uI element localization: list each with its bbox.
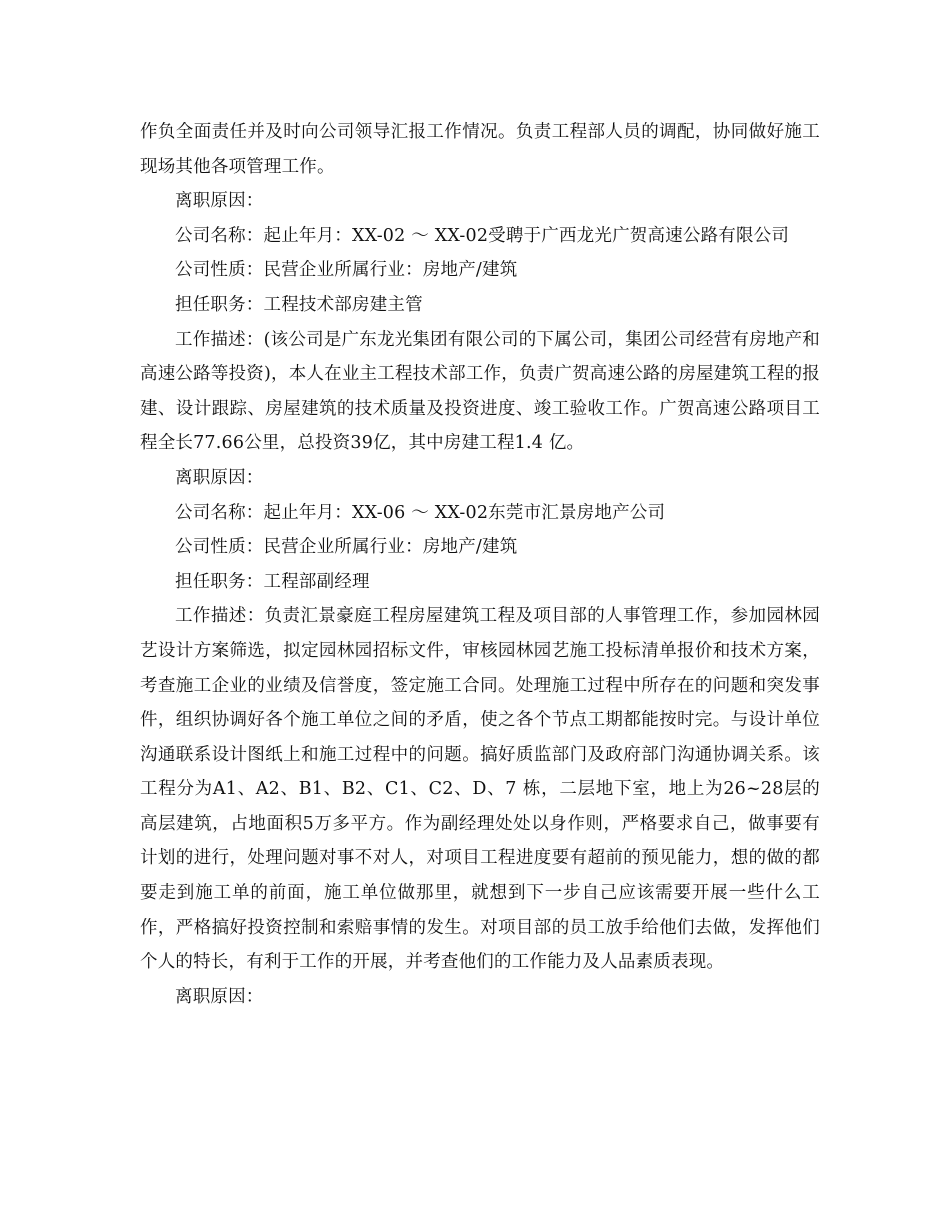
paragraph-company-nature-2: 公司性质：民营企业所属行业：房地产/建筑 bbox=[175, 537, 518, 558]
paragraph-job-description-2: 工作描述：负责汇景豪庭工程房屋建筑工程及项目部的人事管理工作，参加园林园艺设计方案筛选，拟定园林园招标文件，审核园林园艺施工投标清单报价和技术方案，考查施工企业的业绩及信誉度，签定施工合同。处理施工过程中所存在的问题和突发事件，组织协调好各个施工单位之间的矛盾，使之各个节点工期都能按时完。与设计单位沟通联系设计图纸上和施工过程中的问题。搞好质监部门及政府部门沟通协调关系。该工程分为A1、A2、B1、B2、C1、C2、D、7 栋，二层地下室，地上为26~28层的高层建筑，占地面积5万多平方。作为副经理处处以身作则，严格要求自己，做事要有计划的进行，处理问题对事不对人，对项目工程进度要有超前的预见能力，想的做的都要走到施工单的前面，施工单位做那里，就想到下一步自己应该需要开展一些什么工作，严格搞好投资控制和索赔事情的发生。对项目部的员工放手给他们去做，发挥他们个人的特长，有利于工作的开展，并考查他们的工作能力及人品素质表现。 bbox=[140, 606, 820, 973]
document-page bbox=[140, 115, 820, 1014]
paragraph-company-nature-1: 公司性质：民营企业所属行业：房地产/建筑 bbox=[175, 260, 518, 281]
paragraph-position-1: 担任职务：工程技术部房建主管 bbox=[175, 294, 423, 315]
paragraph-company-name-2: 公司名称：起止年月：XX-06 ～ XX-02东莞市汇景房地产公司 bbox=[175, 502, 666, 523]
paragraph-job-description-1: 工作描述：(该公司是广东龙光集团有限公司的下属公司，集团公司经营有房地产和高速公路等投资)，本人在业主工程技术部工作，负责广贺高速公路的房屋建筑工程的报建、设计跟踪、房屋建筑的技术质量及投资进度、竣工验收工作。广贺高速公路项目工程全长77.66公里，总投资39亿，其中房建工程1.4 亿。 bbox=[140, 329, 820, 454]
paragraph-company-name-1: 公司名称：起止年月：XX-02 ～ XX-02受聘于广西龙光广贺高速公路有限公司 bbox=[175, 225, 790, 246]
paragraph-leave-reason-1: 离职原因： bbox=[175, 191, 264, 212]
paragraph-leave-reason-2: 离职原因： bbox=[175, 467, 264, 488]
paragraph-position-2: 担任职务：工程部副经理 bbox=[175, 571, 370, 592]
paragraph-leave-reason-3: 离职原因： bbox=[175, 986, 264, 1007]
paragraph-responsibility-continued: 作负全面责任并及时向公司领导汇报工作情况。负责工程部人员的调配，协同做好施工现场其他各项管理工作。 bbox=[140, 122, 820, 177]
